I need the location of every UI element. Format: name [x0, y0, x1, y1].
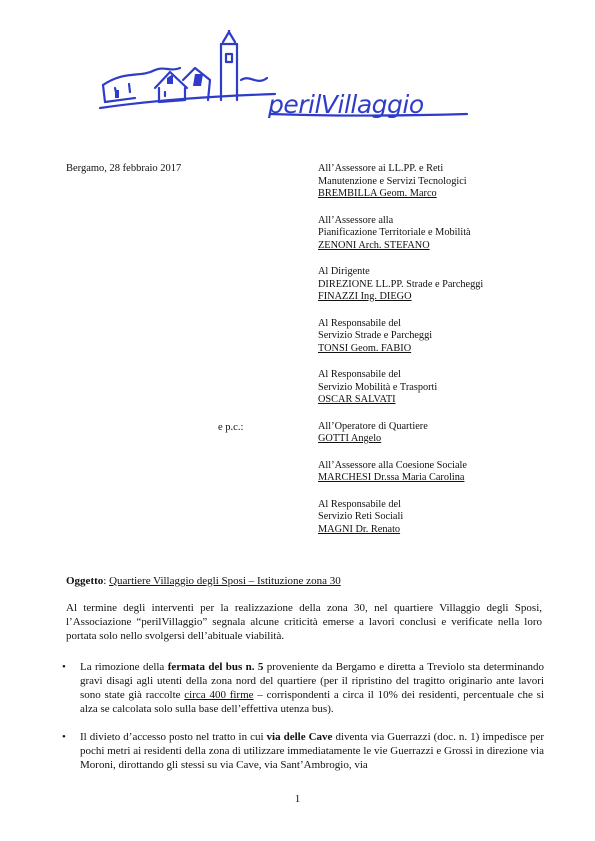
- recipient-line: Al Responsabile del: [318, 317, 401, 329]
- letter-date: Bergamo, 28 febbraio 2017: [66, 163, 182, 174]
- recipient-block: [318, 163, 578, 201]
- street-highlight: via delle Cave: [266, 731, 333, 743]
- recipient-name: GOTTI Angelo: [318, 433, 382, 444]
- cc-label: e p.c.:: [218, 422, 244, 433]
- list-item: • Il divieto d’accesso posto nel tratto in cui via delle Cave diventa via Guerrazzi (doc. n. 1) impedisce per pochi metri ai residenti della zona di utilizzare immediatamente le vie Guerrazzi e Grossi in direzione via Moroni, dirottando gli stessi su via Cave, via Sant’Ambrogio, via: [62, 731, 544, 771]
- bullet-icon: •: [62, 731, 66, 743]
- recipient-block: [318, 499, 578, 537]
- recipient-block: [318, 421, 578, 446]
- recipient-line: Pianificazione Territoriale e Mobilità: [318, 227, 471, 238]
- recipient-name: ZENONI Arch. STEFANO: [318, 239, 430, 251]
- list-item: • La rimozione della fermata del bus n. 5 proveniente da Bergamo e diretta a Treviolo sta determinando gravi disagi agli utenti della zona nord del quartiere (per il ripristino del tragitto originario ante lavori sono state già raccolte circa 400 firme – corrispondenti a circa il 10% dei residenti, percentuale che si alza se calcolata solo sulla base dell’effettiva utenza bus).: [62, 661, 545, 715]
- recipient-block: [318, 369, 578, 407]
- subject-text: Quartiere Villaggio degli Sposi – Istituzione zona 30: [109, 575, 341, 587]
- recipient-line: Al Responsabile del: [318, 369, 401, 380]
- recipient-name: BREMBILLA Geom. Marco: [318, 188, 437, 199]
- recipient-line: Manutenzione e Servizi Tecnologici: [318, 175, 467, 187]
- recipient-line: All’Assessore alla Coesione Sociale: [318, 459, 467, 471]
- recipient-block: [318, 215, 578, 253]
- recipient-line: DIREZIONE LL.PP. Strade e Parcheggi: [318, 278, 484, 290]
- bullet-icon: •: [62, 661, 66, 673]
- recipient-name: MAGNI Dr. Renato: [318, 523, 401, 535]
- intro-paragraph: Al termine degli interventi per la realizzazione della zona 30, nel quartiere Villaggio degli Sposi, l’Associazione “perilVillaggio” segnala alcune criticità emerse a lavori conclusi e verificate nella loro portata solo nello svolgersi dell’abituale viabilità.: [66, 602, 542, 642]
- page-number: 1: [294, 793, 301, 805]
- recipient-block: [318, 318, 578, 356]
- recipient-name: OSCAR SALVATI: [318, 394, 396, 405]
- recipient-name: FINAZZI Ing. DIEGO: [318, 291, 412, 302]
- recipient-line: All’Assessore alla: [318, 214, 394, 226]
- recipient-line: All’Assessore ai LL.PP. e Reti: [318, 163, 444, 174]
- signatures-highlight: circa 400 firme: [184, 689, 254, 701]
- recipient-line: Al Responsabile del: [318, 498, 401, 510]
- recipient-line: All’Operatore di Quartiere: [318, 420, 428, 432]
- recipient-line: Servizio Strade e Parcheggi: [318, 330, 433, 341]
- bus-stop-highlight: fermata del bus n. 5: [167, 661, 264, 673]
- issues-list: [62, 660, 544, 786]
- recipients-list: [318, 163, 578, 550]
- subject-label: Oggetto: [66, 575, 104, 587]
- recipient-name: MARCHESI Dr.ssa Maria Carolina: [318, 472, 465, 483]
- recipient-line: Servizio Mobilità e Trasporti: [318, 381, 438, 393]
- recipient-line: Servizio Reti Sociali: [318, 511, 404, 522]
- recipient-name: TONSI Geom. FABIO: [318, 342, 412, 354]
- recipient-block: [318, 460, 578, 485]
- subject-line: Oggetto: Quartiere Villaggio degli Sposi – Istituzione zona 30: [66, 575, 341, 587]
- logo-wordmark: perilVillaggio: [268, 90, 424, 119]
- recipient-block: [318, 266, 578, 304]
- recipient-line: Al Dirigente: [318, 266, 370, 277]
